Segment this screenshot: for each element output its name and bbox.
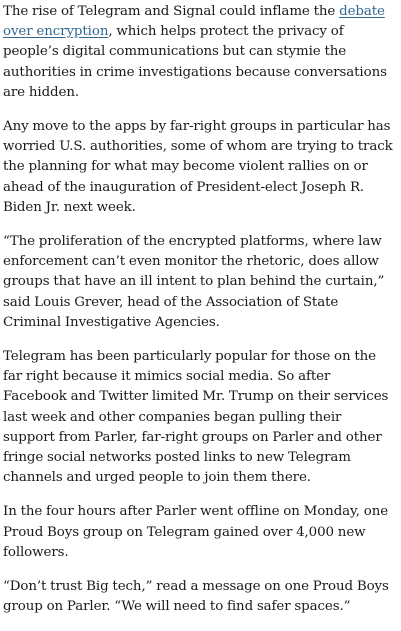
paragraph-4: Telegram has been particularly popular for those on the far right because it mimics social media. So after Facebook and Twitter limited Mr. Trump on their services last week and other companies began pulling their support from Parler, far-right groups on Parler and other fringe social networks posted links to new Telegram channels and urged people to join them there. — [3, 349, 389, 486]
paragraph-1-text-end: , which helps protect the privacy of people’s digital communications but can stymie the authorities in crime investigations because conversations are hidden. — [3, 24, 387, 100]
paragraph-6: “Don’t trust Big tech,” read a message on one Proud Boys group on Parler. “We will need to find safer spaces.” — [3, 579, 389, 615]
debate-over-encryption-link[interactable]: debate over encryption — [3, 4, 385, 40]
paragraph-5: In the four hours after Parler went offline on Monday, one Proud Boys group on Telegram gained over 4,000 new followers. — [3, 504, 389, 560]
paragraph-1 — [3, 2, 395, 103]
paragraph-1-text-start: The rise of Telegram and Signal could inflame the — [3, 4, 340, 19]
paragraph-3: “The proliferation of the encrypted platforms, where law enforcement can’t even monitor the rhetoric, does allow groups that have an ill intent to plan behind the curtain,” said Louis Grever, head of the Association of State Criminal Investigative Agencies. — [3, 234, 385, 330]
paragraph-2: Any move to the apps by far-right groups in particular has worried U.S. authorities, some of whom are trying to track the planning for what may become violent rallies on or ahead of the inauguration of President-elect Joseph R. Biden Jr. next week. — [3, 119, 393, 215]
